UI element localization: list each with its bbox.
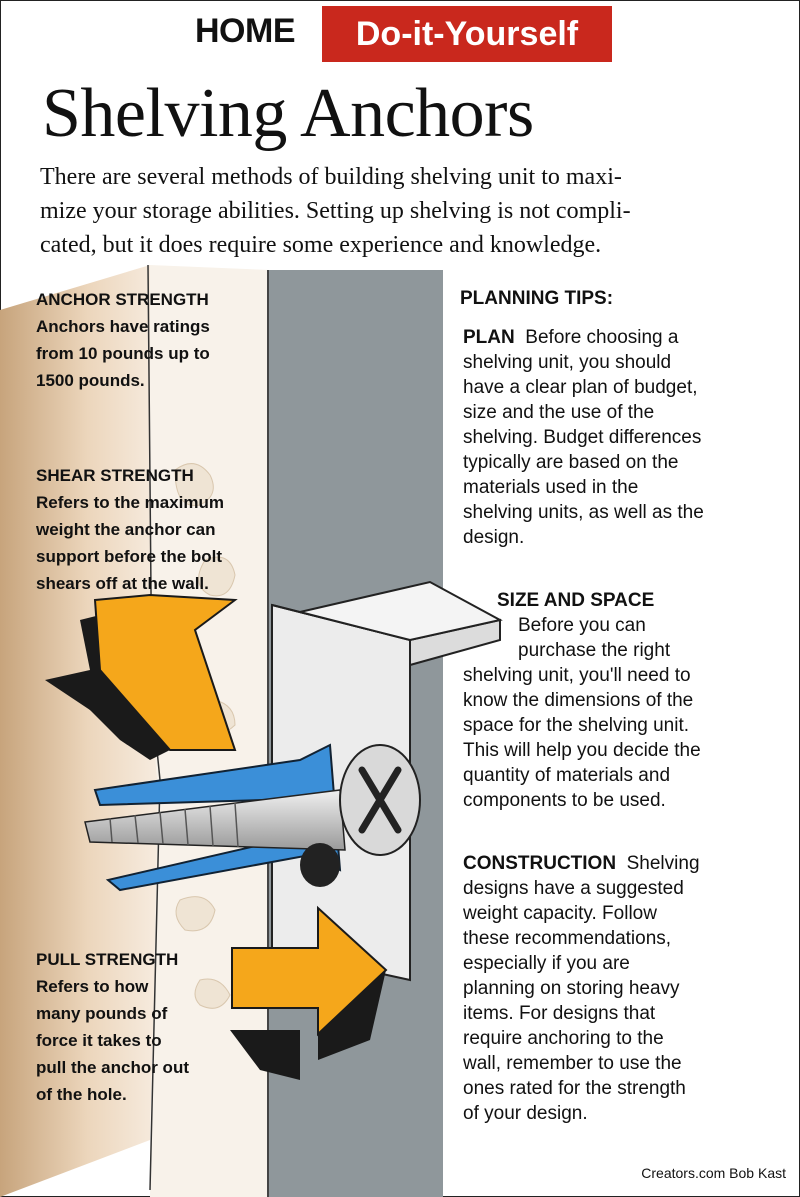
construction-label: CONSTRUCTION [463,853,617,874]
shear-strength-line: shears off at the wall. [36,574,209,593]
page-title: Shelving Anchors [42,75,534,152]
shear-strength-line: support before the bolt [36,547,223,566]
construction-line: ones rated for the strength [463,1078,686,1099]
pull-strength-line: Refers to how [36,977,149,996]
construction-tip [463,851,700,1126]
size-tip-a [518,613,670,663]
intro-line: cated, but it does require some experience and knowledge. [40,232,602,258]
construction-line: wall, remember to use the [463,1053,682,1074]
construction-line: weight capacity. Follow [463,903,657,924]
size-line: This will help you decide the [463,740,701,761]
size-line: Before you can [518,615,646,636]
size-line: shelving unit, you'll need to [463,665,691,686]
shear-strength-line: weight the anchor can [36,520,216,539]
size-tip-head [497,588,654,613]
construction-line: of your design. [463,1103,588,1124]
size-line: components to be used. [463,790,666,811]
size-line: quantity of materials and [463,765,671,786]
plan-line: have a clear plan of budget, [463,377,698,398]
construction-line: items. For designs that [463,1003,656,1024]
size-line: space for the shelving unit. [463,715,690,736]
intro-paragraph [40,160,770,262]
shear-strength-block [36,462,224,597]
plan-label: PLAN [463,327,515,348]
intro-line: There are several methods of building shelving unit to maxi- [40,164,622,190]
construction-line: these recommendations, [463,928,672,949]
pull-strength-block [36,946,189,1108]
size-label: SIZE AND SPACE [497,590,655,611]
size-line: know the dimensions of the [463,690,694,711]
credit-line: Creators.com Bob Kast [641,1165,786,1181]
shear-strength-line: Refers to the maximum [36,493,224,512]
plan-line: shelving units, as well as the [463,502,704,523]
plan-tip [463,325,704,550]
plan-line: materials used in the [463,477,639,498]
pull-strength-line: pull the anchor out [36,1058,189,1077]
anchor-strength-head: ANCHOR STRENGTH [36,290,209,309]
plan-line: shelving. Budget differences [463,427,702,448]
shear-strength-head: SHEAR STRENGTH [36,466,194,485]
construction-line: especially if you are [463,953,630,974]
header-home: HOME [195,12,295,50]
construction-first: Shelving [626,853,700,874]
anchor-strength-line: Anchors have ratings [36,317,210,336]
construction-line: designs have a suggested [463,878,684,899]
plan-line: size and the use of the [463,402,655,423]
pull-strength-head: PULL STRENGTH [36,950,179,969]
anchor-strength-block [36,286,210,394]
plan-first: Before choosing a [525,327,679,348]
pull-strength-line: of the hole. [36,1085,127,1104]
header-diy-banner: Do-it-Yourself [322,6,612,62]
pull-strength-line: force it takes to [36,1031,162,1050]
intro-line: mize your storage abilities. Setting up shelving is not compli- [40,198,631,224]
plan-line: shelving unit, you should [463,352,672,373]
construction-line: require anchoring to the [463,1028,664,1049]
plan-line: typically are based on the [463,452,679,473]
construction-line: planning on storing heavy [463,978,680,999]
anchor-strength-line: from 10 pounds up to [36,344,210,363]
planning-tips-heading: PLANNING TIPS: [460,288,614,309]
size-line: purchase the right [518,640,671,661]
plan-line: design. [463,527,525,548]
size-tip-b [463,663,701,813]
anchor-strength-line: 1500 pounds. [36,371,145,390]
pull-strength-line: many pounds of [36,1004,168,1023]
